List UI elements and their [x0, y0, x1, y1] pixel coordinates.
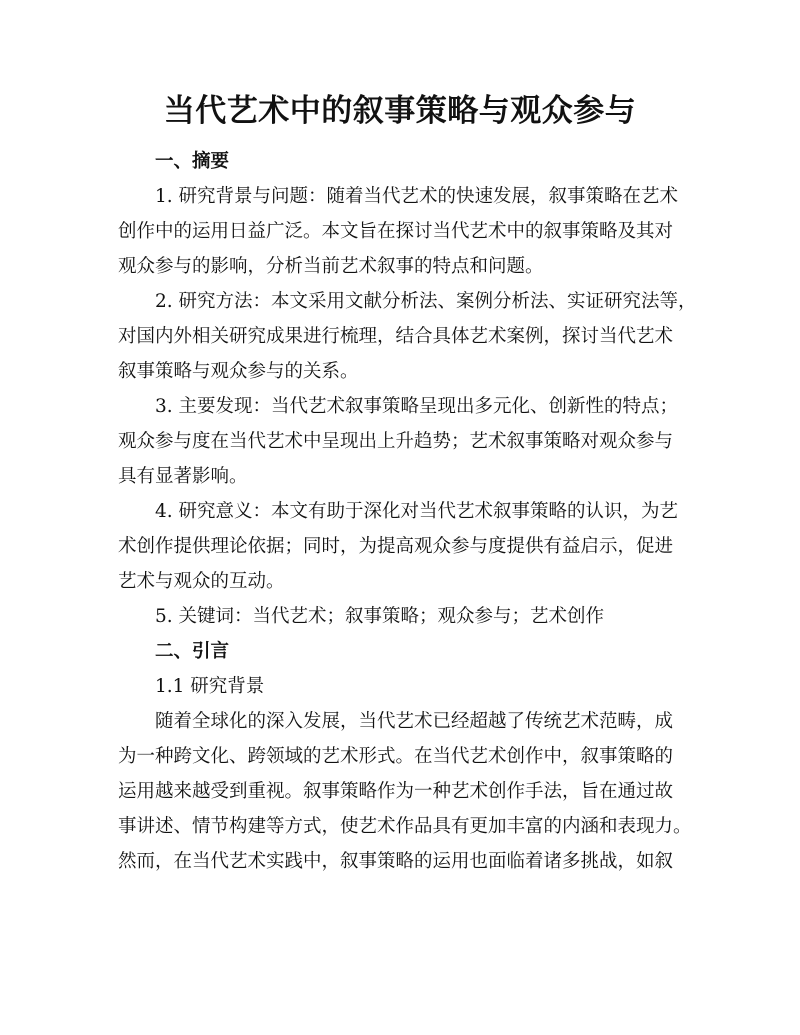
section-heading-introduction: 二、引言: [155, 641, 230, 662]
document-title: 当代艺术中的叙事策略与观众参与: [163, 93, 637, 129]
abstract-p2-line-3: 叙事策略与观众参与的关系。: [118, 361, 359, 382]
section-heading-abstract: 一、摘要: [155, 151, 230, 172]
abstract-p3-line-3: 具有显著影响。: [118, 466, 248, 487]
introduction-p1-line-5: 然而，在当代艺术实践中，叙事策略的运用也面临着诸多挑战，如叙: [118, 851, 674, 872]
introduction-p1-line-4: 事讲述、情节构建等方式，使艺术作品具有更加丰富的内涵和表现力。: [118, 816, 692, 837]
abstract-p2-line-1: 2. 研究方法：本文采用文献分析法、案例分析法、实证研究法等，: [155, 291, 697, 312]
abstract-p4-line-1: 4. 研究意义：本文有助于深化对当代艺术叙事策略的认识，为艺: [155, 501, 679, 522]
abstract-p4-line-3: 艺术与观众的互动。: [118, 571, 285, 592]
abstract-p1-line-2: 创作中的运用日益广泛。本文旨在探讨当代艺术中的叙事策略及其对: [118, 221, 674, 242]
abstract-p5-line-1: 5. 关键词：当代艺术；叙事策略；观众参与；艺术创作: [155, 606, 605, 627]
introduction-p1-line-1: 随着全球化的深入发展，当代艺术已经超越了传统艺术范畴，成: [155, 711, 674, 732]
abstract-p1-line-1: 1. 研究背景与问题：随着当代艺术的快速发展，叙事策略在艺术: [155, 186, 679, 207]
abstract-p1-line-3: 观众参与的影响，分析当前艺术叙事的特点和问题。: [118, 256, 544, 277]
abstract-p3-line-2: 观众参与度在当代艺术中呈现出上升趋势；艺术叙事策略对观众参与: [118, 431, 674, 452]
introduction-p1-line-3: 运用越来越受到重视。叙事策略作为一种艺术创作手法，旨在通过故: [118, 781, 674, 802]
abstract-p4-line-2: 术创作提供理论依据；同时，为提高观众参与度提供有益启示，促进: [118, 536, 674, 557]
abstract-p3-line-1: 3. 主要发现：当代艺术叙事策略呈现出多元化、创新性的特点；: [155, 396, 679, 417]
introduction-p1-line-2: 为一种跨文化、跨领域的艺术形式。在当代艺术创作中，叙事策略的: [118, 746, 674, 767]
abstract-p2-line-2: 对国内外相关研究成果进行梳理，结合具体艺术案例，探讨当代艺术: [118, 326, 674, 347]
introduction-subheading: 1.1 研究背景: [155, 676, 265, 697]
